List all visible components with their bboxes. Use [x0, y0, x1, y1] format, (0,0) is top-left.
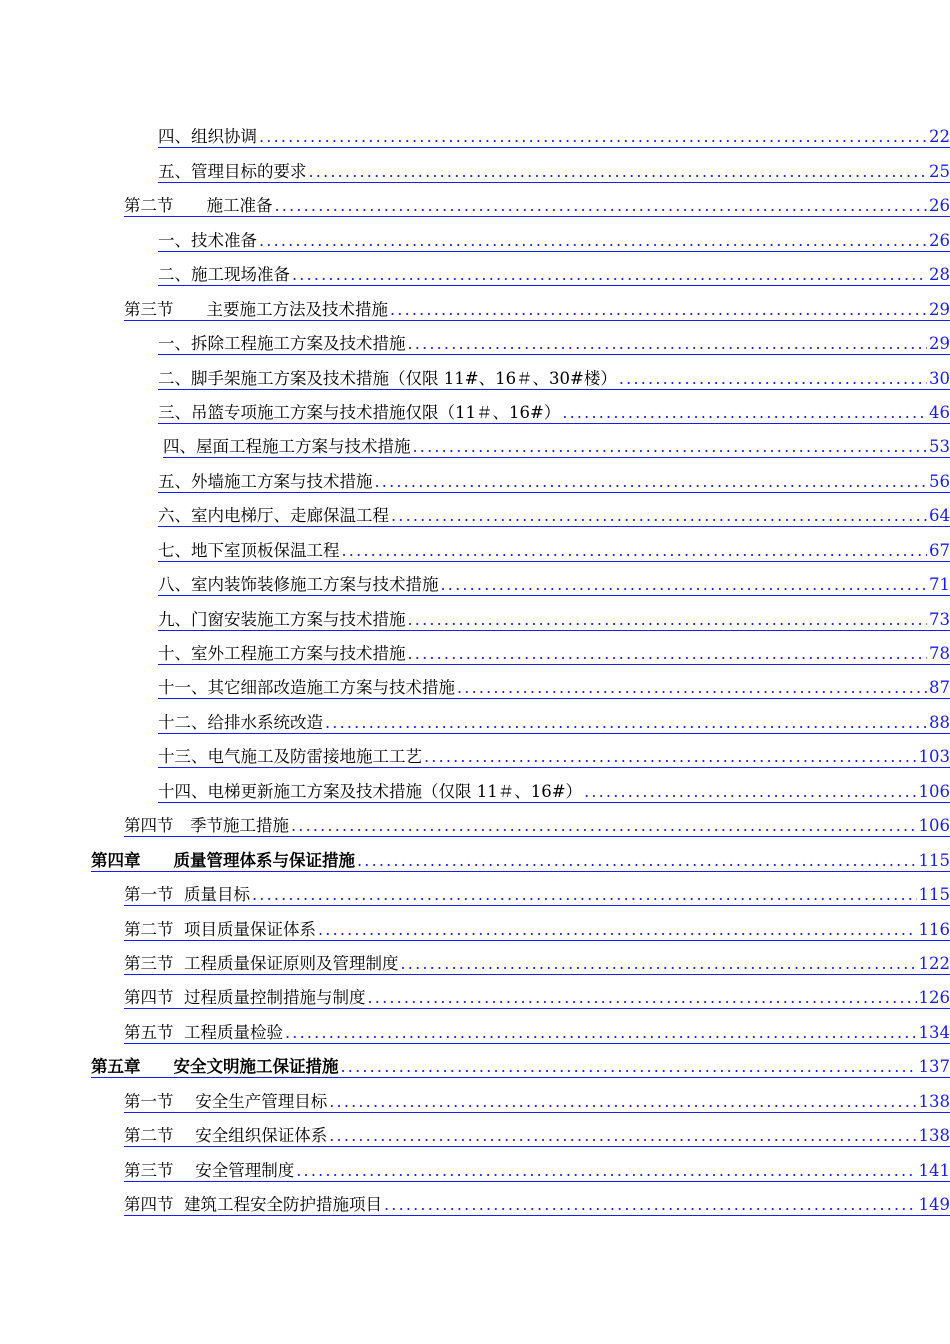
dot-leader [259, 127, 927, 147]
dot-leader [291, 816, 917, 836]
dot-leader [562, 403, 927, 423]
toc-entry-title: 六、室内电梯厅、走廊保温工程 [158, 506, 389, 526]
toc-entry-link[interactable] [158, 506, 950, 527]
dot-leader [408, 610, 928, 630]
toc-entry-title: 四、组织协调 [158, 127, 257, 147]
dot-leader [296, 1161, 916, 1181]
toc-entry-title: 七、地下室顶板保温工程 [158, 540, 340, 560]
toc-entry-title: 第三节 工程质量保证原则及管理制度 [124, 953, 399, 973]
toc-row [0, 533, 950, 567]
dot-leader [292, 265, 927, 285]
toc-entry-link[interactable] [158, 127, 950, 148]
toc-page-number: 103 [918, 747, 950, 767]
dot-leader [341, 1057, 917, 1077]
toc-row [0, 1050, 950, 1084]
toc-entry-title: 二、脚手架施工方案及技术措施（仅限 11#、16＃、30#楼） [158, 368, 617, 388]
toc-row [0, 671, 950, 705]
dot-leader [252, 885, 917, 905]
toc-entry-link[interactable] [124, 920, 950, 941]
toc-entry-link[interactable] [158, 575, 950, 596]
toc-entry-link[interactable] [158, 369, 950, 390]
toc-row [0, 464, 950, 498]
dot-leader [584, 782, 916, 802]
dot-leader [457, 678, 927, 698]
toc-entry-link[interactable] [158, 162, 950, 183]
dot-leader [357, 851, 917, 871]
toc-entry-title: 第四节 季节施工措施 [124, 816, 289, 836]
dot-leader [408, 334, 928, 354]
toc-page-number: 137 [918, 1057, 950, 1077]
toc-entry-title: 第三节 安全管理制度 [124, 1160, 295, 1180]
toc-entry-title: 第四章 质量管理体系与保证措施 [91, 850, 355, 870]
toc-page-number: 53 [929, 437, 950, 457]
dot-leader [375, 472, 928, 492]
toc-row [0, 223, 950, 257]
toc-page-number: 78 [929, 644, 950, 663]
toc-page-number: 64 [929, 506, 950, 526]
toc-page-number: 29 [929, 334, 950, 354]
toc-entry-link[interactable] [158, 747, 950, 768]
toc-row [0, 705, 950, 739]
toc-page-number: 106 [918, 781, 950, 801]
toc-entry-title: 十一、其它细部改造施工方案与技术措施 [158, 678, 455, 698]
toc-page-number: 122 [918, 953, 950, 973]
toc-row [0, 499, 950, 533]
toc-page-number: 46 [929, 402, 950, 422]
toc-entry-title: 一、技术准备 [158, 230, 257, 250]
table-of-contents [0, 120, 950, 1222]
dot-leader [401, 954, 917, 974]
toc-row [0, 430, 950, 464]
toc-row [0, 981, 950, 1015]
toc-entry-link[interactable] [124, 988, 950, 1009]
toc-row [0, 396, 950, 430]
toc-row [0, 1188, 950, 1222]
toc-entry-link[interactable] [91, 851, 950, 872]
toc-page-number: 134 [918, 1022, 950, 1042]
dot-leader [408, 644, 928, 664]
toc-row [0, 1084, 950, 1118]
toc-entry-title: 五、管理目标的要求 [158, 161, 307, 181]
toc-entry-title: 二、施工现场准备 [158, 265, 290, 285]
toc-row [0, 1153, 950, 1187]
toc-page-number: 30 [929, 368, 950, 388]
toc-entry-link[interactable] [124, 1092, 950, 1113]
dot-leader [285, 1023, 917, 1043]
toc-entry-link[interactable] [163, 437, 950, 458]
toc-page-number: 25 [929, 161, 950, 181]
toc-entry-title: 十三、电气施工及防雷接地施工工艺 [158, 747, 422, 767]
toc-entry-link[interactable] [124, 1126, 950, 1147]
toc-entry-title: 第二节 安全组织保证体系 [124, 1126, 328, 1146]
toc-row [0, 878, 950, 912]
toc-entry-title: 第二节 施工准备 [124, 196, 273, 216]
toc-page-number: 115 [918, 885, 950, 905]
toc-page-number: 138 [918, 1126, 950, 1146]
dot-leader [325, 713, 927, 733]
dot-leader [342, 541, 928, 561]
toc-row [0, 292, 950, 326]
toc-entry-title: 十四、电梯更新施工方案及技术措施（仅限 11＃、16#） [158, 781, 583, 801]
toc-entry-link[interactable] [124, 1161, 950, 1182]
toc-row [0, 568, 950, 602]
toc-row [0, 809, 950, 843]
toc-entry-link[interactable] [158, 231, 950, 252]
toc-page-number: 141 [918, 1160, 950, 1180]
toc-entry-title: 一、拆除工程施工方案及技术措施 [158, 334, 406, 354]
toc-entry-link[interactable] [124, 196, 950, 217]
toc-entry-title: 四、屋面工程施工方案与技术措施 [163, 437, 411, 457]
toc-page-number: 149 [918, 1195, 950, 1214]
toc-entry-link[interactable] [124, 1195, 950, 1216]
toc-entry-title: 十、室外工程施工方案与技术措施 [158, 644, 406, 663]
toc-page-number: 26 [929, 196, 950, 216]
toc-page-number: 26 [929, 230, 950, 250]
toc-page-number: 73 [929, 609, 950, 629]
toc-page-number: 67 [929, 540, 950, 560]
dot-leader [318, 920, 917, 940]
toc-page-number: 29 [929, 299, 950, 319]
toc-entry-link[interactable] [158, 334, 950, 355]
toc-row [0, 602, 950, 636]
dot-leader [329, 1092, 916, 1112]
toc-entry-title: 第五章 安全文明施工保证措施 [91, 1057, 339, 1077]
toc-entry-link[interactable] [158, 403, 950, 424]
toc-entry-link[interactable] [158, 541, 950, 562]
toc-page-number: 28 [929, 265, 950, 285]
toc-row [0, 637, 950, 671]
dot-leader [619, 369, 927, 389]
toc-row [0, 120, 950, 154]
toc-entry-title: 第三节 主要施工方法及技术措施 [124, 299, 388, 319]
toc-entry-link[interactable] [158, 610, 950, 631]
dot-leader [259, 231, 927, 251]
toc-entry-title: 三、吊篮专项施工方案与技术措施仅限（11＃、16#） [158, 402, 561, 422]
toc-entry-link[interactable] [158, 472, 950, 493]
dot-leader [441, 575, 928, 595]
toc-entry-link[interactable] [124, 816, 950, 837]
toc-row [0, 740, 950, 774]
toc-entry-title: 十二、给排水系统改造 [158, 712, 323, 732]
toc-entry-title: 第四节 过程质量控制措施与制度 [124, 988, 366, 1008]
toc-page-number: 56 [929, 471, 950, 491]
toc-entry-title: 九、门窗安装施工方案与技术措施 [158, 609, 406, 629]
toc-page-number: 126 [918, 988, 950, 1008]
dot-leader [309, 162, 928, 182]
toc-entry-link[interactable] [158, 678, 950, 699]
toc-entry-link[interactable] [124, 1023, 950, 1044]
dot-leader [391, 506, 927, 526]
toc-entry-link[interactable] [124, 954, 950, 975]
toc-entry-link[interactable] [91, 1057, 950, 1078]
dot-leader [390, 300, 927, 320]
toc-row [0, 154, 950, 188]
toc-page-number: 87 [929, 678, 950, 698]
toc-page-number: 88 [929, 712, 950, 732]
toc-row [0, 912, 950, 946]
dot-leader [275, 196, 928, 216]
toc-row [0, 189, 950, 223]
toc-entry-link[interactable] [158, 782, 950, 803]
toc-entry-link[interactable] [124, 885, 950, 906]
dot-leader [329, 1126, 916, 1146]
toc-entry-link[interactable] [158, 644, 950, 665]
toc-row [0, 258, 950, 292]
toc-row [0, 947, 950, 981]
toc-page-number: 71 [929, 575, 950, 595]
toc-page-number: 106 [918, 816, 950, 836]
dot-leader [384, 1195, 917, 1215]
dot-leader [413, 437, 928, 457]
toc-row [0, 1015, 950, 1049]
toc-entry-link[interactable] [158, 713, 950, 734]
toc-page-number: 115 [918, 850, 950, 870]
toc-entry-title: 第一节 安全生产管理目标 [124, 1091, 328, 1111]
toc-page-number: 116 [918, 919, 950, 939]
toc-entry-title: 第五节 工程质量检验 [124, 1022, 283, 1042]
toc-row [0, 774, 950, 808]
toc-row [0, 361, 950, 395]
dot-leader [368, 988, 917, 1008]
toc-entry-title: 五、外墙施工方案与技术措施 [158, 471, 373, 491]
toc-entry-title: 八、室内装饰装修施工方案与技术措施 [158, 575, 439, 595]
toc-row [0, 1119, 950, 1153]
toc-page-number: 138 [918, 1091, 950, 1111]
toc-entry-title: 第一节 质量目标 [124, 885, 250, 905]
toc-entry-link[interactable] [158, 265, 950, 286]
dot-leader [424, 747, 917, 767]
toc-entry-title: 第二节 项目质量保证体系 [124, 919, 316, 939]
toc-row [0, 843, 950, 877]
toc-page-number: 22 [929, 127, 950, 147]
toc-entry-title: 第四节 建筑工程安全防护措施项目 [124, 1195, 382, 1214]
toc-entry-link[interactable] [124, 300, 950, 321]
toc-row [0, 327, 950, 361]
